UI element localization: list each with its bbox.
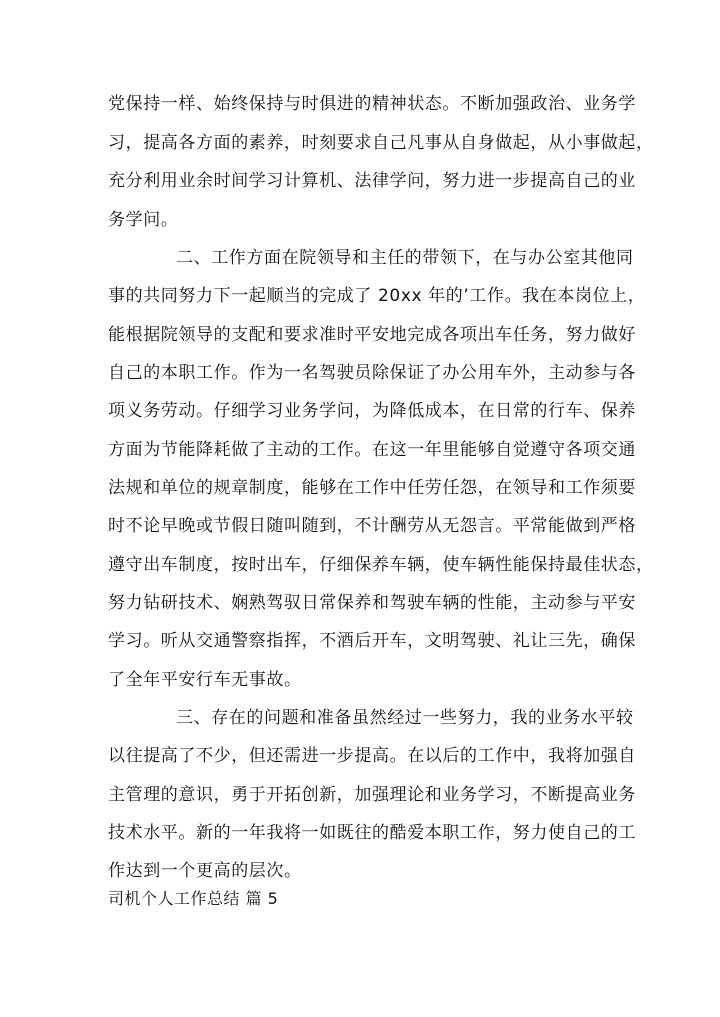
text-line: 二、工作方面在院领导和主任的带领下，在与办公室其他同	[176, 248, 634, 268]
text-line: 党保持一样、始终保持与时俱进的精神状态。不断加强政治、业务学	[108, 94, 636, 114]
text-line: 自己的本职工作。作为一名驾驶员除保证了办公用车外，主动参与各	[108, 363, 636, 383]
text-line: 以往提高了不少，但还需进一步提高。在以后的工作中，我将加强自	[108, 746, 636, 766]
text-line: 习，提高各方面的素养，时刻要求自己凡事从自身做起，从小事做起，	[108, 133, 654, 153]
text-line: 了全年平安行车无事故。	[108, 670, 302, 690]
text-line: 项义务劳动。仔细学习业务学问，为降低成本，在日常的行车、保养	[108, 401, 636, 421]
text-line: 作达到一个更高的层次。	[108, 861, 302, 881]
text-line: 学习。听从交通警察指挥，不酒后开车，文明驾驶、礼让三先，确保	[108, 631, 636, 651]
text-line: 三、存在的问题和准备虽然经过一些努力，我的业务水平较	[176, 708, 634, 728]
text-line: 方面为节能降耗做了主动的工作。在这一年里能够自觉遵守各项交通	[108, 440, 636, 460]
text-line: 能根据院领导的支配和要求准时平安地完成各项出车任务，努力做好	[108, 325, 636, 345]
section-title: 司机个人工作总结 篇 5	[108, 889, 279, 908]
text-line: 努力钻研技术、娴熟驾驭日常保养和驾驶车辆的性能，主动参与平安	[108, 593, 636, 613]
text-line: 事的共同努力下一起顺当的完成了 20xx 年的’工作。我在本岗位上，	[108, 286, 646, 306]
text-line: 时不论早晚或节假日随叫随到，不计酬劳从无怨言。平常能做到严格	[108, 516, 636, 536]
text-line: 务学问。	[108, 210, 179, 230]
text-line: 法规和单位的规章制度，能够在工作中任劳任怨，在领导和工作须要	[108, 478, 636, 498]
text-line: 遵守出车制度，按时出车，仔细保养车辆，使车辆性能保持最佳状态，	[108, 555, 654, 575]
text-line: 技术水平。新的一年我将一如既往的酷爱本职工作，努力使自己的工	[108, 823, 636, 843]
text-line: 充分利用业余时间学习计算机、法律学问，努力进一步提高自己的业	[108, 171, 636, 191]
text-line: 主管理的意识，勇于开拓创新，加强理论和业务学习，不断提高业务	[108, 785, 636, 805]
